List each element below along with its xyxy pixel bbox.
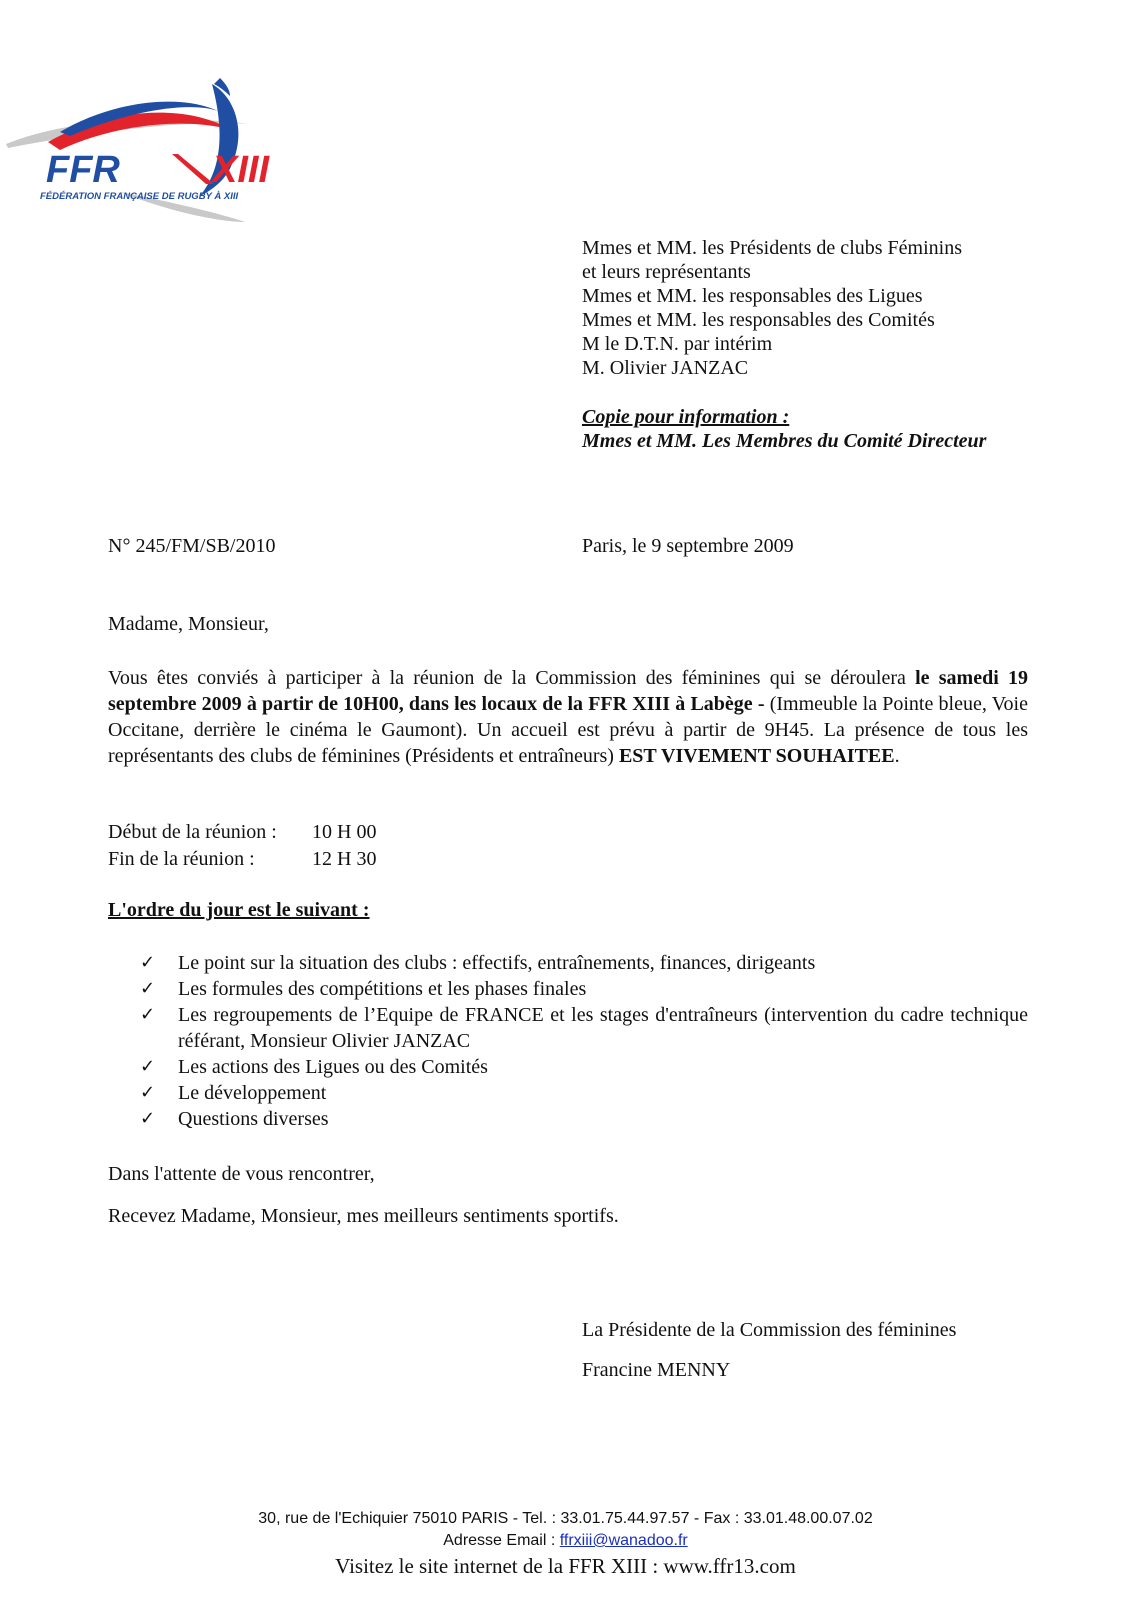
logo-wordmark-xiii: XIII	[212, 149, 270, 191]
time-value: 10 H 00	[312, 821, 377, 843]
closing-formula: Recevez Madame, Monsieur, mes meilleurs sentiments sportifs.	[108, 1205, 619, 1227]
recipient-line: Mmes et MM. les Présidents de clubs Féminins	[582, 237, 962, 259]
agenda-list	[140, 950, 1028, 1132]
time-label: Fin de la réunion :	[108, 848, 255, 870]
footer-email-link[interactable]: ffrxiii@wanadoo.fr	[559, 1532, 688, 1549]
agenda-item-text: Les regroupements de l’Equipe de FRANCE et les stages d'entraîneurs (intervention du cadre technique référant, Monsieur Olivier JANZAC	[178, 1004, 1028, 1052]
recipient-line: et leurs représentants	[582, 261, 751, 283]
checkmark-icon: ✓	[140, 1082, 156, 1103]
copy-recipients: Mmes et MM. Les Membres du Comité Directeur	[582, 430, 987, 452]
signature-name: Francine MENNY	[582, 1359, 731, 1381]
footer-email-label: Adresse Email :	[443, 1532, 560, 1549]
recipients-block	[582, 236, 1102, 380]
letter-date: Paris, le 9 septembre 2009	[582, 535, 794, 557]
time-value: 12 H 30	[312, 848, 377, 870]
agenda-item-text: Le développement	[178, 1082, 327, 1104]
recipient-line: Mmes et MM. les responsables des Comités	[582, 309, 935, 331]
time-row	[108, 847, 376, 874]
agenda-item	[140, 1054, 1028, 1080]
agenda-item-text: Questions diverses	[178, 1108, 329, 1130]
logo-subtitle: FÉDÉRATION FRANÇAISE DE RUGBY À XIII	[40, 191, 239, 202]
footer-address: 30, rue de l'Echiquier 75010 PARIS - Tel. : 33.01.75.44.97.57 - Fax : 33.01.48.00.07.02	[258, 1510, 873, 1527]
checkmark-icon: ✓	[140, 1004, 156, 1025]
agenda-item	[140, 976, 1028, 1002]
footer-email-line	[0, 1532, 1131, 1550]
recipient-line: M. Olivier JANZAC	[582, 357, 749, 379]
checkmark-icon: ✓	[140, 978, 156, 999]
agenda-title: L'ordre du jour est le suivant :	[108, 899, 370, 921]
agenda-item-text: Les actions des Ligues ou des Comités	[178, 1056, 488, 1078]
time-label: Début de la réunion :	[108, 821, 277, 843]
ffr-xiii-logo-graphic	[0, 72, 330, 232]
footer-website: Visitez le site internet de la FFR XIII : www.ffr13.com	[335, 1554, 796, 1578]
meeting-times	[108, 820, 376, 874]
body-bold-date: le samedi 19 septembre 2009 à partir de 10H00, dans les locaux de la FFR XIII à Labège -	[108, 667, 1029, 715]
copy-label: Copie pour information :	[582, 406, 790, 428]
agenda-item	[140, 1002, 1028, 1054]
agenda-item	[140, 1080, 1028, 1106]
salutation: Madame, Monsieur,	[108, 613, 269, 635]
checkmark-icon: ✓	[140, 952, 156, 973]
body-text: .	[894, 745, 900, 767]
body-bold-emphasis: EST VIVEMENT SOUHAITEE	[618, 745, 895, 767]
body-paragraph	[108, 665, 1028, 769]
copy-block	[582, 405, 1102, 453]
checkmark-icon: ✓	[140, 1056, 156, 1077]
agenda-item-text: Le point sur la situation des clubs : effectifs, entraînements, finances, dirigeants	[178, 952, 816, 974]
agenda-item-text: Les formules des compétitions et les phases finales	[178, 978, 587, 1000]
recipient-line: Mmes et MM. les responsables des Ligues	[582, 285, 923, 307]
checkmark-icon: ✓	[140, 1108, 156, 1129]
closing-line: Dans l'attente de vous rencontrer,	[108, 1163, 375, 1185]
reference-number: N° 245/FM/SB/2010	[108, 535, 276, 557]
ffr-xiii-logo	[0, 72, 330, 232]
time-row	[108, 820, 376, 847]
body-text: (Immeuble la Pointe bleue, Voie Occitane, derrière le cinéma le Gaumont). Un accueil est prévu à partir de 9H45. La présence de tous les représentants des clubs de féminines (Présidents et entraîneurs)	[108, 693, 1028, 767]
recipient-line: M le D.T.N. par intérim	[582, 333, 773, 355]
body-text: Vous êtes conviés à participer à la réunion de la Commission des féminines qui se déroulera	[108, 667, 916, 689]
agenda-item	[140, 950, 1028, 976]
agenda-item	[140, 1106, 1028, 1132]
logo-wordmark-ffr: FFR	[46, 149, 120, 191]
signature-title: La Présidente de la Commission des féminines	[582, 1319, 957, 1341]
